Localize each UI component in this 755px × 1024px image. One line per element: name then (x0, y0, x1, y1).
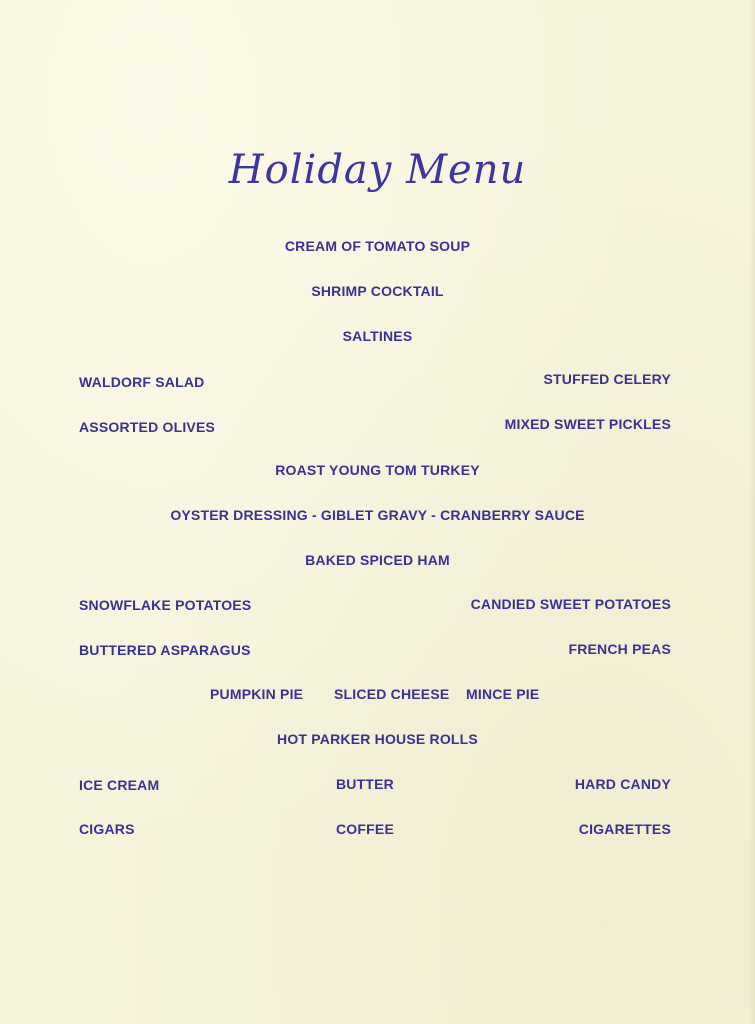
menu-item-butter: BUTTER (336, 776, 394, 792)
menu-item-buttered-asparagus: BUTTERED ASPARAGUS (79, 642, 251, 658)
menu-item-mince-pie: MINCE PIE (466, 686, 540, 702)
menu-item-snowflake-potatoes: SNOWFLAKE POTATOES (79, 597, 252, 613)
menu-item-parker-house-rolls: HOT PARKER HOUSE ROLLS (277, 731, 478, 747)
menu-item-sliced-cheese: SLICED CHEESE (334, 686, 450, 702)
menu-item-ham: BAKED SPICED HAM (305, 552, 450, 568)
menu-item-candied-sweet-potatoes: CANDIED SWEET POTATOES (470, 596, 671, 612)
menu-item-ice-cream: ICE CREAM (79, 777, 160, 793)
menu-item-stuffed-celery: STUFFED CELERY (543, 371, 671, 387)
menu-item-soup: CREAM OF TOMATO SOUP (284, 238, 471, 254)
menu-title: Holiday Menu (228, 147, 527, 193)
menu-item-saltines: SALTINES (342, 328, 413, 344)
menu-item-hard-candy: HARD CANDY (574, 776, 671, 792)
menu-item-coffee: COFFEE (336, 821, 394, 837)
menu-item-mixed-sweet-pickles: MIXED SWEET PICKLES (504, 416, 671, 432)
menu-item-cigars: CIGARS (79, 821, 135, 837)
menu-item-assorted-olives: ASSORTED OLIVES (79, 419, 216, 435)
menu-item-cigarettes: CIGARETTES (578, 821, 671, 837)
menu-item-dressing-gravy-sauce: OYSTER DRESSING - GIBLET GRAVY - CRANBERRY SAUCE (170, 507, 585, 523)
menu-item-pumpkin-pie: PUMPKIN PIE (210, 686, 304, 702)
menu-item-turkey: ROAST YOUNG TOM TURKEY (275, 462, 480, 478)
menu-item-waldorf-salad: WALDORF SALAD (79, 374, 205, 390)
menu-item-french-peas: FRENCH PEAS (568, 641, 671, 657)
menu-item-cocktail: SHRIMP COCKTAIL (311, 283, 444, 299)
